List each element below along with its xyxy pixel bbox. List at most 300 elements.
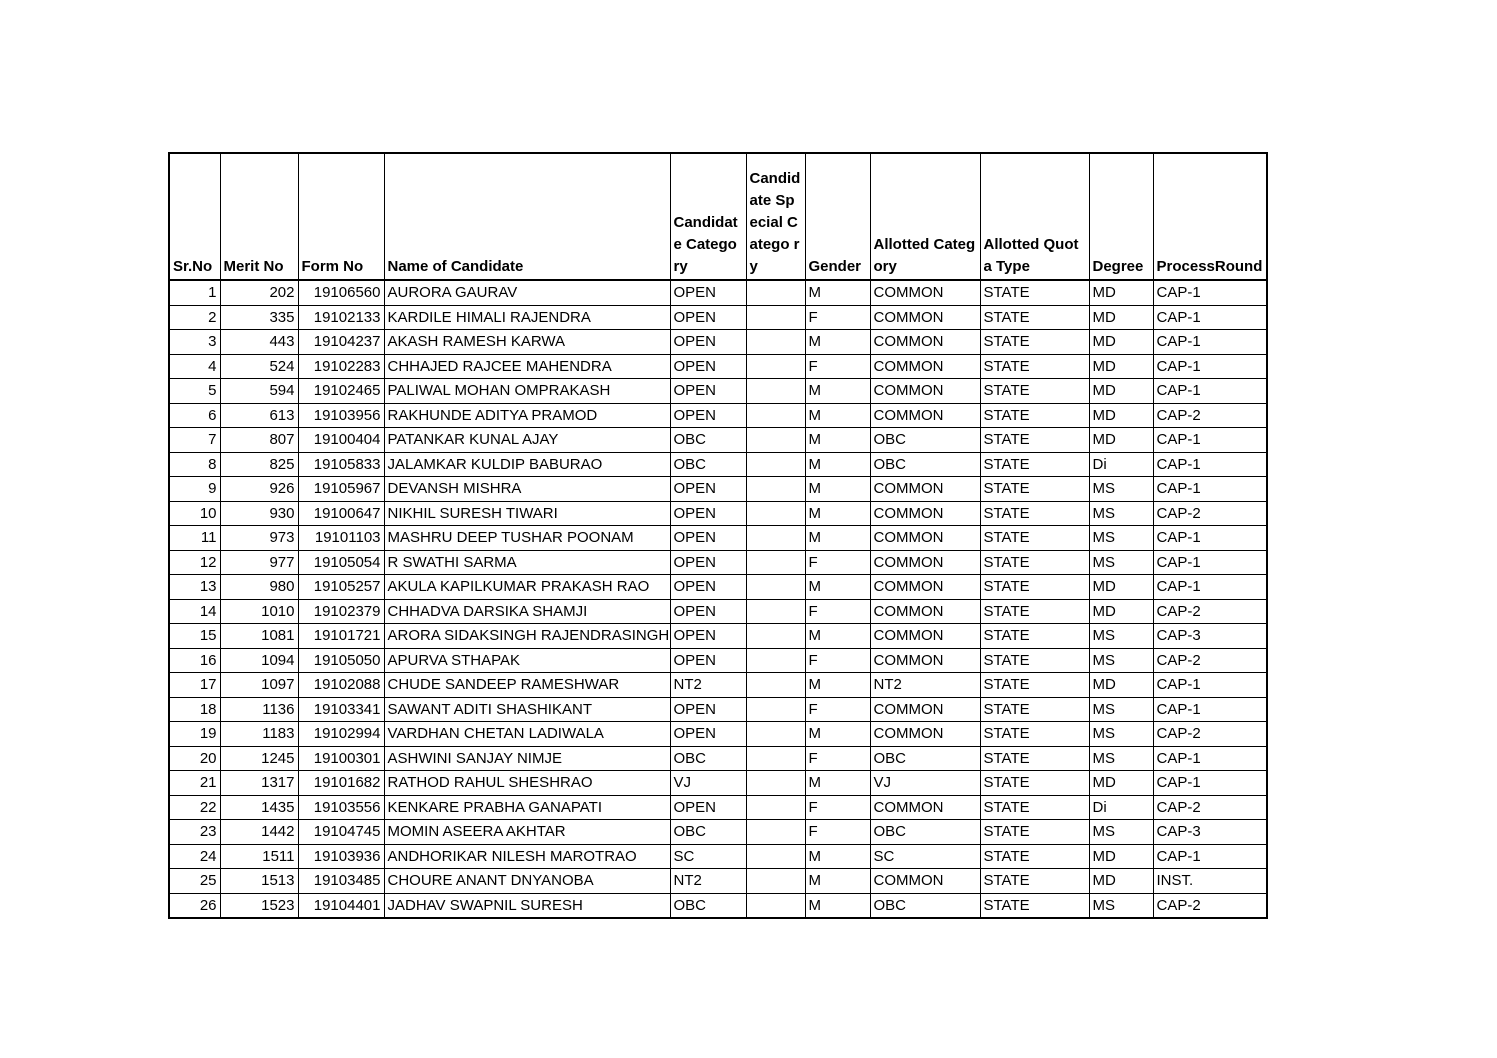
cell-gender: M (805, 379, 870, 404)
table-row (169, 330, 1267, 355)
cell-allotted-quota: STATE (980, 893, 1089, 918)
cell-merit-no: 1511 (220, 844, 298, 869)
cell-special-category (746, 844, 805, 869)
cell-degree: MS (1089, 624, 1153, 649)
cell-form-no: 19105050 (298, 648, 384, 673)
cell-degree: MS (1089, 697, 1153, 722)
cell-form-no: 19100404 (298, 428, 384, 453)
cell-category: OPEN (670, 305, 746, 330)
cell-category: OPEN (670, 795, 746, 820)
cell-gender: F (805, 795, 870, 820)
cell-merit-no: 1317 (220, 771, 298, 796)
table-row (169, 673, 1267, 698)
cell-name: AURORA GAURAV (384, 280, 670, 305)
table-row (169, 403, 1267, 428)
cell-process-round: CAP-1 (1153, 477, 1267, 502)
cell-special-category (746, 330, 805, 355)
cell-merit-no: 524 (220, 354, 298, 379)
cell-name: PATANKAR KUNAL AJAY (384, 428, 670, 453)
cell-category: OPEN (670, 624, 746, 649)
cell-sr-no: 22 (169, 795, 220, 820)
cell-allotted-quota: STATE (980, 501, 1089, 526)
cell-sr-no: 5 (169, 379, 220, 404)
table-row (169, 354, 1267, 379)
cell-special-category (746, 624, 805, 649)
cell-allotted-category: COMMON (870, 477, 980, 502)
cell-special-category (746, 280, 805, 305)
cell-form-no: 19102994 (298, 722, 384, 747)
cell-category: VJ (670, 771, 746, 796)
cell-form-no: 19103956 (298, 403, 384, 428)
table-row (169, 893, 1267, 918)
cell-form-no: 19103341 (298, 697, 384, 722)
table-row (169, 575, 1267, 600)
header-row (169, 153, 1267, 280)
cell-allotted-category: COMMON (870, 501, 980, 526)
cell-form-no: 19106560 (298, 280, 384, 305)
cell-degree: MD (1089, 428, 1153, 453)
table-row (169, 624, 1267, 649)
cell-form-no: 19105257 (298, 575, 384, 600)
cell-sr-no: 12 (169, 550, 220, 575)
cell-category: OPEN (670, 550, 746, 575)
cell-degree: MD (1089, 844, 1153, 869)
cell-sr-no: 11 (169, 526, 220, 551)
cell-merit-no: 980 (220, 575, 298, 600)
cell-name: R SWATHI SARMA (384, 550, 670, 575)
cell-name: ASHWINI SANJAY NIMJE (384, 746, 670, 771)
cell-merit-no: 1245 (220, 746, 298, 771)
cell-process-round: CAP-1 (1153, 354, 1267, 379)
table-row (169, 280, 1267, 305)
cell-process-round: CAP-1 (1153, 280, 1267, 305)
cell-sr-no: 18 (169, 697, 220, 722)
cell-degree: MS (1089, 501, 1153, 526)
cell-merit-no: 335 (220, 305, 298, 330)
cell-gender: F (805, 354, 870, 379)
cell-special-category (746, 771, 805, 796)
cell-merit-no: 202 (220, 280, 298, 305)
cell-form-no: 19100301 (298, 746, 384, 771)
cell-degree: MD (1089, 869, 1153, 894)
cell-allotted-category: COMMON (870, 379, 980, 404)
cell-sr-no: 8 (169, 452, 220, 477)
table-row (169, 820, 1267, 845)
cell-allotted-quota: STATE (980, 354, 1089, 379)
cell-sr-no: 2 (169, 305, 220, 330)
cell-merit-no: 1136 (220, 697, 298, 722)
cell-sr-no: 25 (169, 869, 220, 894)
cell-category: OBC (670, 746, 746, 771)
cell-category: OPEN (670, 526, 746, 551)
cell-category: OBC (670, 428, 746, 453)
cell-sr-no: 9 (169, 477, 220, 502)
cell-form-no: 19103936 (298, 844, 384, 869)
cell-category: OPEN (670, 379, 746, 404)
cell-sr-no: 14 (169, 599, 220, 624)
cell-allotted-quota: STATE (980, 869, 1089, 894)
cell-category: OPEN (670, 501, 746, 526)
cell-merit-no: 825 (220, 452, 298, 477)
cell-category: OPEN (670, 280, 746, 305)
cell-special-category (746, 648, 805, 673)
cell-sr-no: 17 (169, 673, 220, 698)
cell-merit-no: 1010 (220, 599, 298, 624)
cell-allotted-quota: STATE (980, 722, 1089, 747)
cell-allotted-quota: STATE (980, 280, 1089, 305)
cell-special-category (746, 893, 805, 918)
cell-allotted-category: COMMON (870, 354, 980, 379)
cell-name: APURVA STHAPAK (384, 648, 670, 673)
table-row (169, 869, 1267, 894)
cell-gender: M (805, 893, 870, 918)
cell-sr-no: 4 (169, 354, 220, 379)
cell-gender: F (805, 697, 870, 722)
header-allotted-quota: Allotted Quota Type (980, 153, 1089, 280)
cell-process-round: CAP-2 (1153, 599, 1267, 624)
cell-degree: MD (1089, 305, 1153, 330)
cell-sr-no: 24 (169, 844, 220, 869)
cell-category: SC (670, 844, 746, 869)
cell-process-round: CAP-1 (1153, 550, 1267, 575)
cell-name: RATHOD RAHUL SHESHRAO (384, 771, 670, 796)
cell-sr-no: 16 (169, 648, 220, 673)
cell-merit-no: 1513 (220, 869, 298, 894)
cell-special-category (746, 820, 805, 845)
cell-allotted-category: COMMON (870, 280, 980, 305)
cell-category: OPEN (670, 722, 746, 747)
cell-allotted-category: OBC (870, 428, 980, 453)
cell-sr-no: 10 (169, 501, 220, 526)
cell-form-no: 19102283 (298, 354, 384, 379)
table-row (169, 648, 1267, 673)
cell-form-no: 19105833 (298, 452, 384, 477)
cell-gender: F (805, 305, 870, 330)
cell-special-category (746, 305, 805, 330)
cell-name: SAWANT ADITI SHASHIKANT (384, 697, 670, 722)
cell-form-no: 19101721 (298, 624, 384, 649)
cell-category: OPEN (670, 575, 746, 600)
cell-allotted-quota: STATE (980, 477, 1089, 502)
cell-allotted-category: COMMON (870, 575, 980, 600)
cell-merit-no: 977 (220, 550, 298, 575)
cell-process-round: CAP-1 (1153, 746, 1267, 771)
cell-name: DEVANSH MISHRA (384, 477, 670, 502)
cell-allotted-category: VJ (870, 771, 980, 796)
cell-gender: F (805, 550, 870, 575)
cell-allotted-category: COMMON (870, 403, 980, 428)
cell-degree: MD (1089, 673, 1153, 698)
cell-allotted-category: NT2 (870, 673, 980, 698)
cell-special-category (746, 746, 805, 771)
table-row (169, 379, 1267, 404)
cell-allotted-category: COMMON (870, 305, 980, 330)
cell-allotted-category: COMMON (870, 795, 980, 820)
cell-name: KARDILE HIMALI RAJENDRA (384, 305, 670, 330)
cell-special-category (746, 673, 805, 698)
cell-allotted-category: COMMON (870, 550, 980, 575)
cell-merit-no: 926 (220, 477, 298, 502)
cell-gender: M (805, 869, 870, 894)
cell-allotted-quota: STATE (980, 526, 1089, 551)
header-gender: Gender (805, 153, 870, 280)
table-row (169, 795, 1267, 820)
cell-allotted-quota: STATE (980, 795, 1089, 820)
cell-form-no: 19103485 (298, 869, 384, 894)
cell-special-category (746, 697, 805, 722)
cell-gender: M (805, 673, 870, 698)
cell-allotted-category: SC (870, 844, 980, 869)
cell-process-round: CAP-1 (1153, 428, 1267, 453)
table-row (169, 771, 1267, 796)
cell-gender: M (805, 844, 870, 869)
cell-process-round: CAP-2 (1153, 795, 1267, 820)
cell-merit-no: 613 (220, 403, 298, 428)
cell-special-category (746, 452, 805, 477)
cell-form-no: 19103556 (298, 795, 384, 820)
cell-degree: MD (1089, 379, 1153, 404)
cell-name: AKASH RAMESH KARWA (384, 330, 670, 355)
cell-process-round: CAP-1 (1153, 697, 1267, 722)
cell-special-category (746, 379, 805, 404)
header-special-category: Candid ate Special Catego ry (746, 153, 805, 280)
cell-name: JALAMKAR KULDIP BABURAO (384, 452, 670, 477)
header-merit-no: Merit No (220, 153, 298, 280)
cell-merit-no: 973 (220, 526, 298, 551)
cell-process-round: CAP-1 (1153, 452, 1267, 477)
cell-process-round: CAP-1 (1153, 305, 1267, 330)
header-degree: Degree (1089, 153, 1153, 280)
cell-category: OBC (670, 820, 746, 845)
cell-category: OPEN (670, 330, 746, 355)
cell-gender: F (805, 820, 870, 845)
cell-name: JADHAV SWAPNIL SURESH (384, 893, 670, 918)
cell-name: MOMIN ASEERA AKHTAR (384, 820, 670, 845)
cell-name: ARORA SIDAKSINGH RAJENDRASINGH (384, 624, 670, 649)
table-row (169, 599, 1267, 624)
cell-special-category (746, 477, 805, 502)
cell-category: OBC (670, 893, 746, 918)
cell-category: OPEN (670, 697, 746, 722)
cell-process-round: CAP-1 (1153, 844, 1267, 869)
cell-gender: M (805, 452, 870, 477)
cell-category: OPEN (670, 599, 746, 624)
cell-name: PALIWAL MOHAN OMPRAKASH (384, 379, 670, 404)
cell-name: VARDHAN CHETAN LADIWALA (384, 722, 670, 747)
cell-name: CHUDE SANDEEP RAMESHWAR (384, 673, 670, 698)
cell-merit-no: 1081 (220, 624, 298, 649)
header-form-no: Form No (298, 153, 384, 280)
cell-allotted-category: OBC (870, 893, 980, 918)
cell-name: MASHRU DEEP TUSHAR POONAM (384, 526, 670, 551)
cell-form-no: 19105054 (298, 550, 384, 575)
cell-allotted-category: COMMON (870, 722, 980, 747)
cell-allotted-quota: STATE (980, 624, 1089, 649)
cell-merit-no: 594 (220, 379, 298, 404)
table-row (169, 722, 1267, 747)
cell-process-round: CAP-1 (1153, 771, 1267, 796)
cell-gender: M (805, 477, 870, 502)
cell-process-round: CAP-2 (1153, 648, 1267, 673)
header-sr-no: Sr.No (169, 153, 220, 280)
cell-sr-no: 15 (169, 624, 220, 649)
cell-allotted-quota: STATE (980, 844, 1089, 869)
table-row (169, 477, 1267, 502)
cell-form-no: 19101103 (298, 526, 384, 551)
cell-special-category (746, 722, 805, 747)
cell-sr-no: 3 (169, 330, 220, 355)
cell-special-category (746, 575, 805, 600)
cell-degree: MD (1089, 575, 1153, 600)
cell-name: CHHADVA DARSIKA SHAMJI (384, 599, 670, 624)
table-row (169, 452, 1267, 477)
cell-allotted-quota: STATE (980, 648, 1089, 673)
table-row (169, 501, 1267, 526)
cell-degree: Di (1089, 795, 1153, 820)
cell-form-no: 19101682 (298, 771, 384, 796)
cell-process-round: CAP-1 (1153, 526, 1267, 551)
table-row (169, 746, 1267, 771)
cell-merit-no: 1097 (220, 673, 298, 698)
cell-degree: MD (1089, 280, 1153, 305)
cell-allotted-quota: STATE (980, 673, 1089, 698)
cell-allotted-category: COMMON (870, 697, 980, 722)
cell-process-round: CAP-2 (1153, 722, 1267, 747)
cell-allotted-category: OBC (870, 746, 980, 771)
cell-merit-no: 1435 (220, 795, 298, 820)
cell-gender: M (805, 280, 870, 305)
header-allotted-category: Allotted Category (870, 153, 980, 280)
cell-form-no: 19102465 (298, 379, 384, 404)
allotment-table (168, 152, 1268, 919)
cell-sr-no: 7 (169, 428, 220, 453)
cell-allotted-quota: STATE (980, 305, 1089, 330)
cell-degree: MS (1089, 722, 1153, 747)
cell-allotted-quota: STATE (980, 771, 1089, 796)
cell-category: OBC (670, 452, 746, 477)
cell-merit-no: 807 (220, 428, 298, 453)
cell-degree: MD (1089, 771, 1153, 796)
cell-category: NT2 (670, 673, 746, 698)
cell-gender: M (805, 403, 870, 428)
table-body (169, 280, 1267, 918)
cell-form-no: 19105967 (298, 477, 384, 502)
header-category: Candidat e Category (670, 153, 746, 280)
cell-allotted-category: COMMON (870, 526, 980, 551)
cell-allotted-category: COMMON (870, 869, 980, 894)
cell-allotted-quota: STATE (980, 452, 1089, 477)
cell-allotted-category: OBC (870, 820, 980, 845)
cell-gender: M (805, 330, 870, 355)
cell-degree: Di (1089, 452, 1153, 477)
cell-sr-no: 26 (169, 893, 220, 918)
cell-gender: M (805, 575, 870, 600)
cell-allotted-quota: STATE (980, 330, 1089, 355)
cell-process-round: INST. (1153, 869, 1267, 894)
cell-merit-no: 443 (220, 330, 298, 355)
cell-name: CHOURE ANANT DNYANOBA (384, 869, 670, 894)
cell-allotted-quota: STATE (980, 379, 1089, 404)
cell-process-round: CAP-3 (1153, 820, 1267, 845)
cell-degree: MD (1089, 403, 1153, 428)
cell-form-no: 19104745 (298, 820, 384, 845)
cell-form-no: 19102379 (298, 599, 384, 624)
cell-process-round: CAP-1 (1153, 379, 1267, 404)
cell-gender: M (805, 428, 870, 453)
cell-degree: MS (1089, 477, 1153, 502)
cell-degree: MS (1089, 746, 1153, 771)
cell-special-category (746, 869, 805, 894)
cell-process-round: CAP-1 (1153, 330, 1267, 355)
cell-form-no: 19104237 (298, 330, 384, 355)
cell-process-round: CAP-2 (1153, 893, 1267, 918)
cell-name: AKULA KAPILKUMAR PRAKASH RAO (384, 575, 670, 600)
header-process-round: ProcessRound (1153, 153, 1267, 280)
cell-gender: F (805, 648, 870, 673)
cell-sr-no: 13 (169, 575, 220, 600)
cell-sr-no: 23 (169, 820, 220, 845)
cell-sr-no: 21 (169, 771, 220, 796)
cell-merit-no: 930 (220, 501, 298, 526)
cell-process-round: CAP-2 (1153, 501, 1267, 526)
cell-sr-no: 1 (169, 280, 220, 305)
cell-allotted-quota: STATE (980, 575, 1089, 600)
cell-name: KENKARE PRABHA GANAPATI (384, 795, 670, 820)
cell-allotted-category: COMMON (870, 624, 980, 649)
cell-process-round: CAP-2 (1153, 403, 1267, 428)
cell-allotted-category: COMMON (870, 648, 980, 673)
table-row (169, 305, 1267, 330)
cell-special-category (746, 599, 805, 624)
cell-gender: M (805, 771, 870, 796)
cell-degree: MD (1089, 330, 1153, 355)
cell-category: OPEN (670, 354, 746, 379)
cell-degree: MD (1089, 354, 1153, 379)
cell-category: OPEN (670, 648, 746, 673)
cell-gender: F (805, 746, 870, 771)
cell-form-no: 19102088 (298, 673, 384, 698)
cell-name: NIKHIL SURESH TIWARI (384, 501, 670, 526)
cell-special-category (746, 550, 805, 575)
cell-allotted-category: COMMON (870, 330, 980, 355)
table-row (169, 428, 1267, 453)
cell-category: OPEN (670, 403, 746, 428)
cell-category: NT2 (670, 869, 746, 894)
cell-form-no: 19102133 (298, 305, 384, 330)
cell-degree: MS (1089, 648, 1153, 673)
cell-special-category (746, 526, 805, 551)
cell-allotted-quota: STATE (980, 403, 1089, 428)
cell-degree: MS (1089, 526, 1153, 551)
cell-sr-no: 19 (169, 722, 220, 747)
cell-gender: M (805, 501, 870, 526)
cell-merit-no: 1094 (220, 648, 298, 673)
cell-degree: MS (1089, 820, 1153, 845)
cell-process-round: CAP-3 (1153, 624, 1267, 649)
cell-special-category (746, 354, 805, 379)
cell-allotted-quota: STATE (980, 550, 1089, 575)
cell-merit-no: 1183 (220, 722, 298, 747)
cell-allotted-quota: STATE (980, 599, 1089, 624)
cell-degree: MS (1089, 893, 1153, 918)
cell-special-category (746, 428, 805, 453)
cell-gender: M (805, 624, 870, 649)
cell-allotted-quota: STATE (980, 820, 1089, 845)
table-row (169, 550, 1267, 575)
header-name: Name of Candidate (384, 153, 670, 280)
cell-special-category (746, 403, 805, 428)
cell-gender: F (805, 599, 870, 624)
